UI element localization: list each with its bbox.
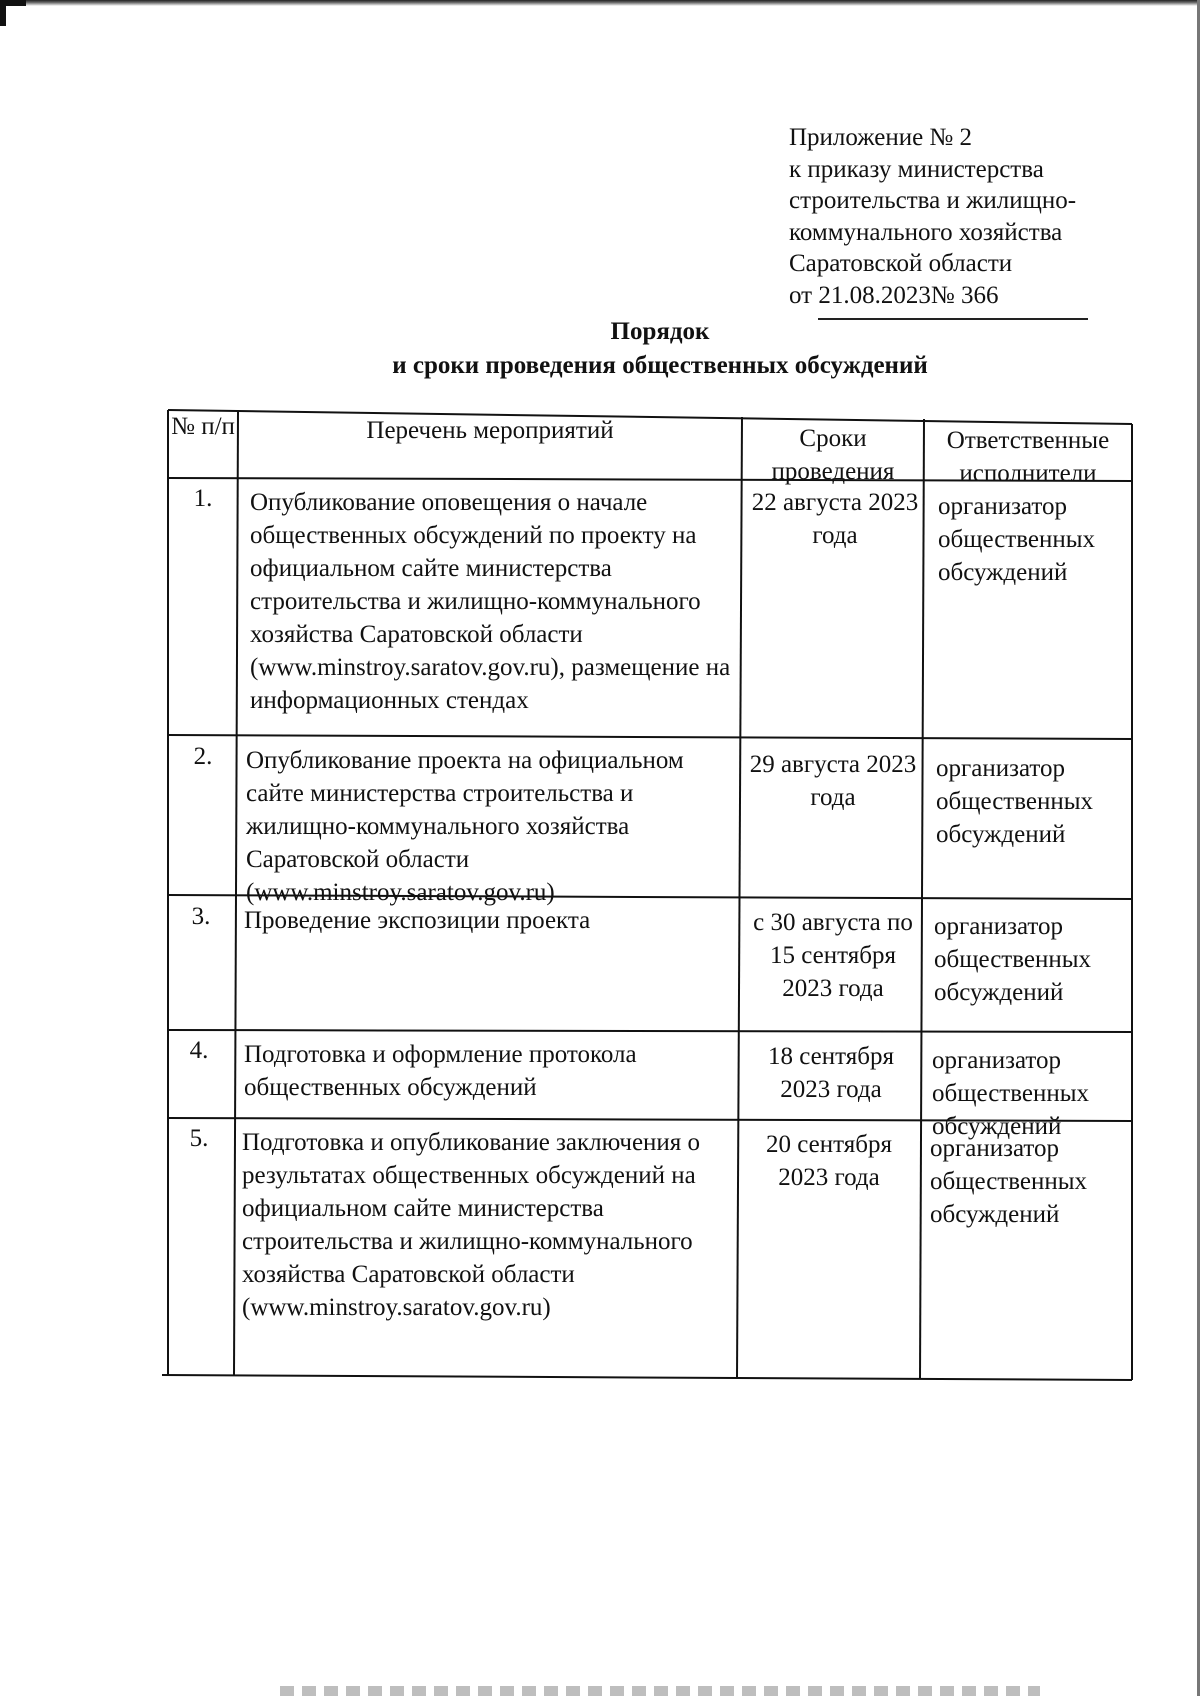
- appendix-line-3: строительства и жилищно-: [789, 187, 1077, 214]
- row-1-date: 22 августа 2023 года: [751, 489, 919, 549]
- row-4-num: 4.: [189, 1037, 209, 1064]
- header-num: № п/п: [171, 413, 235, 440]
- appendix-line-1: Приложение № 2: [789, 124, 973, 151]
- row-2-num: 2.: [193, 743, 213, 770]
- row-3-num: 3.: [191, 903, 211, 930]
- appendix-line-2: к приказу министерства: [789, 155, 1044, 183]
- row-5-date: 20 сентября 2023 года: [766, 1131, 892, 1191]
- sign-date: 21.08.2023: [818, 281, 931, 309]
- header-resp: Ответственные исполнители: [946, 427, 1110, 487]
- row-5-resp: организатор общественных обсуждений: [930, 1135, 1088, 1228]
- scan-corner-mark: [0, 0, 26, 26]
- row-3-event: Проведение экспозиции проекта: [244, 907, 591, 934]
- appendix-sign-line: [789, 280, 1076, 312]
- row-3-date: с 30 августа по 15 сентября 2023 года: [753, 909, 913, 1002]
- appendix-block: [789, 122, 1076, 311]
- sign-no-label: №: [930, 281, 955, 309]
- document-subtitle: и сроки проведения общественных обсуждений: [392, 352, 928, 379]
- row-2-event: Опубликование проекта на официальном сайте министерства строительства и жилищно-коммунального хозяйства Саратовской области (www.minstroy.saratov.gov.ru): [246, 747, 684, 906]
- row-1-event: Опубликование оповещения о начале общественных обсуждений по проекту на официальном сайте министерства строительства и жилищно-коммунального хозяйства Саратовской области (www.minstroy.saratov.gov.ru), размещение на информационных стендах: [250, 489, 731, 714]
- appendix-line-4: коммунального хозяйства: [789, 218, 1063, 246]
- document-title: Порядок: [610, 318, 710, 345]
- row-5-event: Подготовка и опубликование заключения о результатах общественных обсуждений на официальном сайте министерства строительства и жилищно-коммунального хозяйства Саратовской области (www.minstroy.saratov.gov.ru): [242, 1129, 701, 1321]
- scan-edge-top: [0, 0, 1200, 6]
- row-1-resp: организатор общественных обсуждений: [938, 493, 1096, 586]
- row-4-date: 18 сентября 2023 года: [768, 1043, 894, 1103]
- row-1-num: 1.: [193, 485, 213, 512]
- sign-number: 366: [960, 281, 999, 309]
- row-3-resp: организатор общественных обсуждений: [934, 913, 1092, 1006]
- row-2-resp: организатор общественных обсуждений: [936, 755, 1094, 848]
- header-event: Перечень мероприятий: [366, 417, 614, 444]
- row-5-num: 5.: [189, 1125, 209, 1152]
- header-date: Сроки проведения: [771, 425, 895, 485]
- sign-prefix: от: [789, 281, 813, 309]
- row-4-resp: организатор общественных обсуждений: [932, 1047, 1090, 1140]
- row-4-event: Подготовка и оформление протокола общественных обсуждений: [244, 1041, 637, 1101]
- scan-bottom-noise: [280, 1686, 1040, 1696]
- row-2-date: 29 августа 2023 года: [749, 751, 917, 811]
- appendix-line-5: Саратовской области: [789, 250, 1013, 277]
